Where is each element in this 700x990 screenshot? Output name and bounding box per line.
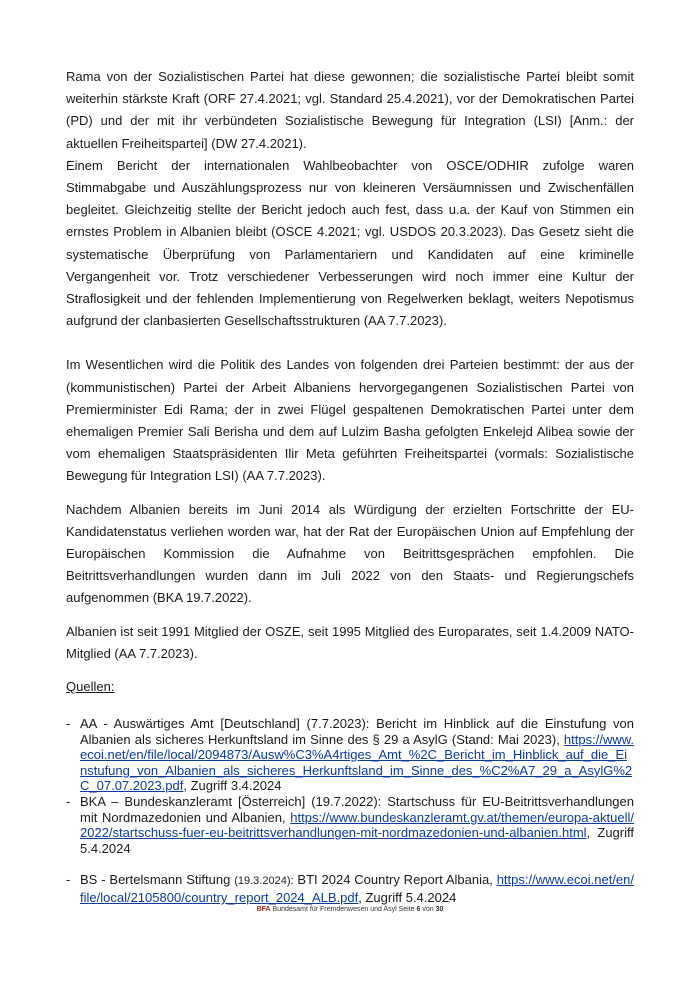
page-number: 6 bbox=[416, 906, 421, 913]
source-text: AA - Auswärtiges Amt [Deutschland] (7.7.2023): Bericht im Hinblick auf die Einstufung von Albanien als sicheres Herkunftsland im Sinne des § 29 a AsylG (Stand: Mai 2023), bbox=[80, 716, 634, 747]
source-link-aa[interactable]: https://www.ecoi.net/en/file/local/2094873/Ausw%C3%A4rtiges_Amt_%2C_Bericht_im_Hinblick_auf_die_Einstufung_von_Albanien_als_sicheres_Herkunftsland_im_Sinne_des_%C2%A7_29_a_AsylG%2C_07.07.2023.pdf bbox=[80, 731, 634, 794]
sources-heading: Quellen: bbox=[66, 679, 115, 695]
source-text: BS - Bertelsmann Stiftung bbox=[80, 872, 235, 888]
source-item-aa bbox=[66, 716, 634, 794]
document-page bbox=[66, 66, 634, 906]
source-link-bka[interactable]: https://www.bundeskanzleramt.gv.at/themen/europa-aktuell/2022/startschuss-fuer-eu-beitrittsverhandlungen-mit-nordmazedonien-und-albanien.html bbox=[80, 809, 634, 841]
source-access-date: , Zugriff 5.4.2024 bbox=[80, 825, 634, 856]
source-date: (19.3.2024): bbox=[234, 875, 294, 888]
list-dash: - bbox=[66, 794, 71, 810]
source-text: BKA – Bundeskanzleramt [Österreich] (19.7.2022): Startschuss für EU-Beitrittsverhandlungen mit Nordmazedonien und Albanien, bbox=[80, 794, 634, 825]
paragraph-memberships: Albanien ist seit 1991 Mitglied der OSZE, seit 1995 Mitglied des Europarates, seit 1.4.2009 NATO-Mitglied (AA 7.7.2023). bbox=[66, 623, 634, 661]
source-link-bs[interactable]: https://www.ecoi.net/en/file/local/2105800/country_report_2024_ALB.pdf bbox=[80, 872, 634, 906]
list-dash: - bbox=[66, 872, 71, 888]
bfa-logo-text: BFA bbox=[256, 906, 271, 913]
paragraph-eu-accession: Nachdem Albanien bereits im Juni 2014 als Würdigung der erzielten Fortschritte der EU-Kandidatenstatus verliehen worden war, hat der Rat der Europäischen Union auf Empfehlung der Europäischen Kommission die Aufnahme von Beitrittsgesprächen empfohlen. Die Beitrittsverhandlungen wurden dann im Juli 2022 von den Staats- und Regierungschefs aufgenommen (BKA 19.7.2022). bbox=[66, 501, 634, 606]
paragraph-political-parties: Im Wesentlichen wird die Politik des Landes von folgenden drei Parteien bestimmt: der aus der (kommunistischen) Partei der Arbeit Albaniens hervorgegangenen Sozialistischen Partei von Premierminister Edi Rama; der in zwei Flügel gespaltenen Demokratischen Partei unter dem ehemaligen Premier Sali Berisha und dem auf Lulzim Basha gefolgten Enkelejd Alibea sowie der vom ehemaligen Staatspräsidenten Ilir Meta geführten Freiheitspartei (vormals: Sozialistische Bewegung für Integration LSI) (AA 7.7.2023). bbox=[66, 357, 634, 484]
sources-list bbox=[66, 716, 634, 906]
list-dash: - bbox=[66, 716, 71, 732]
source-access-date: , Zugriff 5.4.2024 bbox=[358, 890, 457, 906]
source-text-after: BTI 2024 Country Report Albania, bbox=[293, 872, 497, 888]
paragraph-osce-report: Einem Bericht der internationalen Wahlbeobachter von OSCE/ODHIR zufolge waren Stimmabgabe und Auszählungsprozess nur von kleineren Versäumnissen und Zwischenfällen begleitet. Gleichzeitig stellte der Bericht jedoch auch fest, dass u.a. der Kauf von Stimmen ein ernstes Problem in Albanien bleibt (OSCE 4.2021; vgl. USDOS 20.3.2023). Das Gesetz sieht die systematische Überprüfung von Parlamentariern und Kandidaten auf eine kriminelle Vergangenheit vor. Trotz verschiedener Verbesserungen wird noch immer eine Kultur der Straflosigkeit und der fehlenden Implementierung von Regelwerken beklagt, weiters Nepotismus aufgrund der clanbasierten Gesellschaftsstrukturen (AA 7.7.2023). bbox=[66, 157, 634, 329]
source-access-date: , Zugriff 3.4.2024 bbox=[183, 778, 282, 794]
page-total: 30 bbox=[435, 906, 444, 913]
page-footer bbox=[0, 906, 700, 913]
footer-text: Bundesamt für Fremdenwesen und Asyl Seite bbox=[270, 906, 417, 913]
source-item-bka bbox=[66, 794, 634, 856]
paragraph-election-result: Rama von der Sozialistischen Partei hat diese gewonnen; die sozialistische Partei bleibt somit weiterhin stärkste Kraft (ORF 27.4.2021; vgl. Standard 25.4.2021), vor der Demokratischen Partei (PD) und der mit ihr verbündeten Sozialistische Bewegung für Integration (LSI) [Anm.: der aktuellen Freiheitspartei] (DW 27.4.2021). bbox=[66, 69, 634, 151]
footer-of: von bbox=[420, 906, 436, 913]
source-item-bs bbox=[66, 872, 634, 905]
